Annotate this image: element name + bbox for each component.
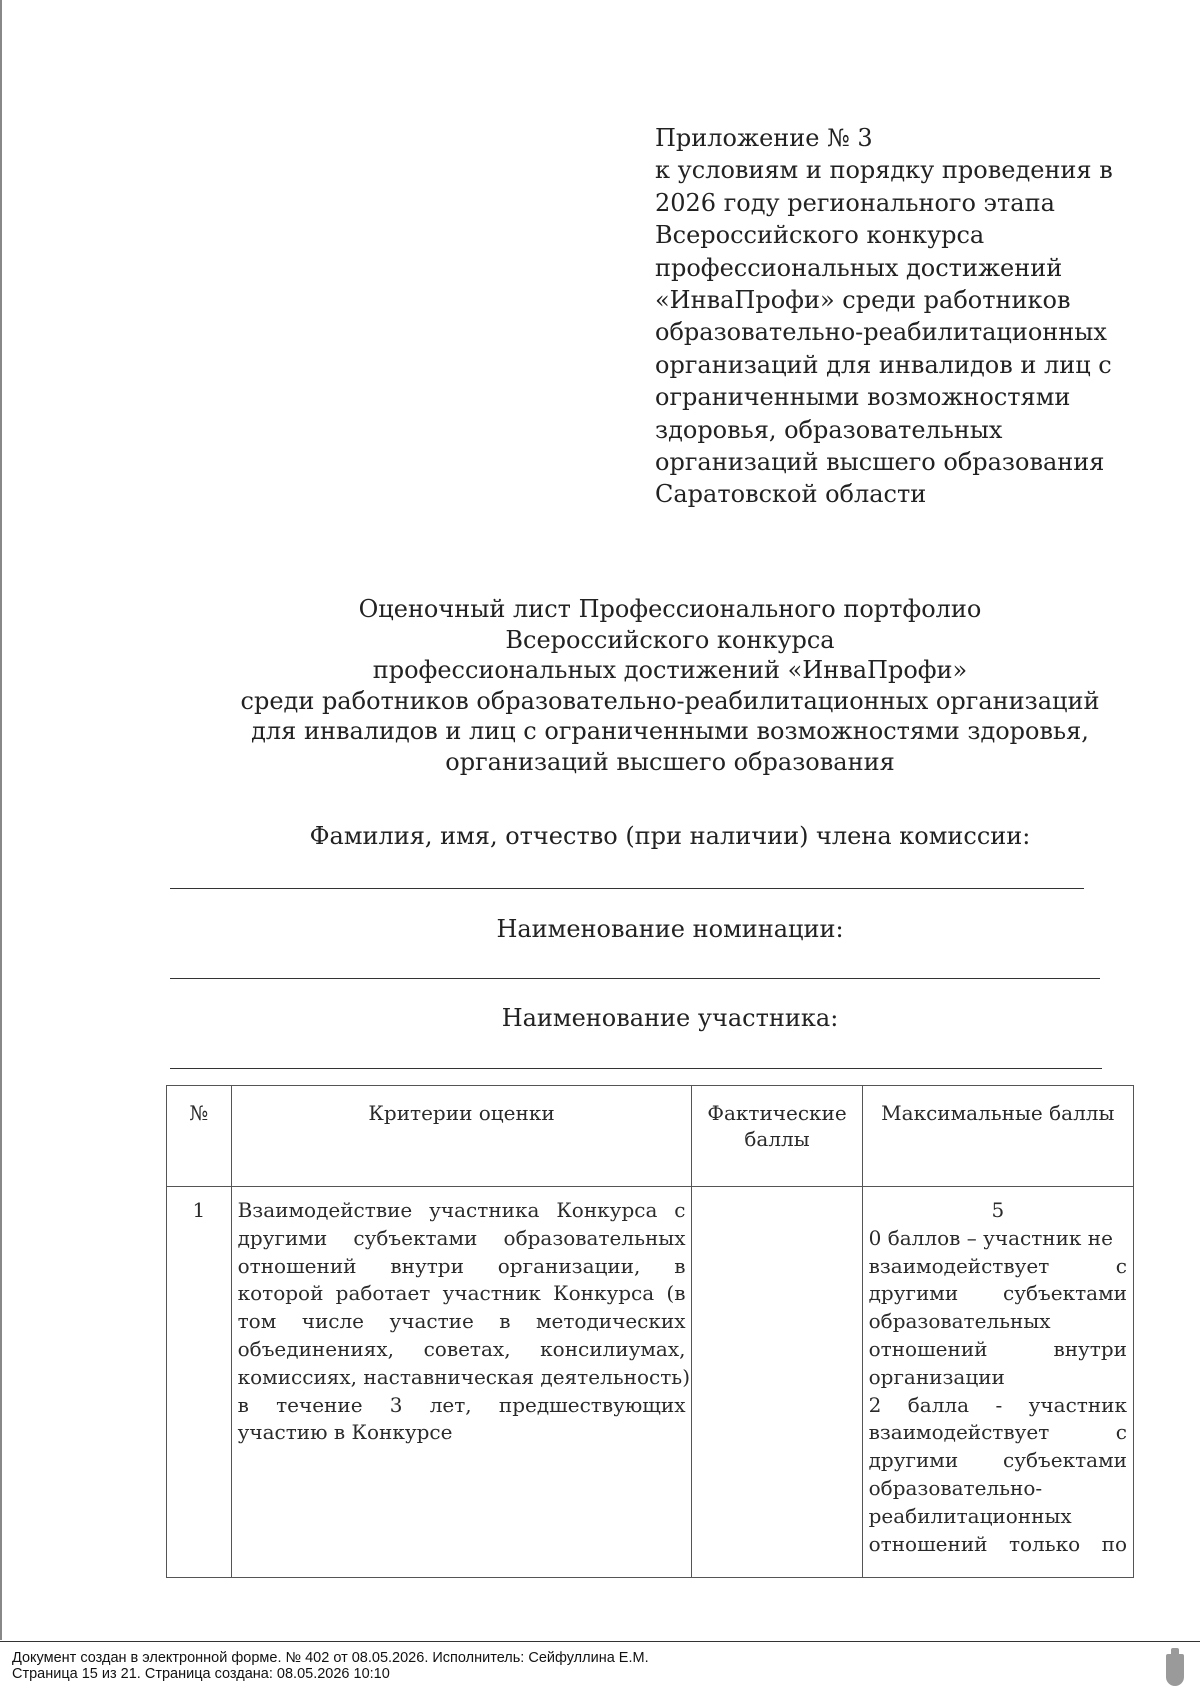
commission-member-label: Фамилия, имя, отчество (при наличии) члена комиссии: (309, 822, 1031, 850)
appendix-line: «ИнваПрофи» среди работников (655, 286, 1071, 315)
max-description-line: реабилитационных (868, 1503, 1072, 1528)
title-line: организаций высшего образования (445, 747, 895, 776)
criteria-line: участию в Конкурсе (237, 1420, 453, 1445)
max-description-line: отношений только по (868, 1531, 1127, 1556)
header-actual-line: Фактические (707, 1101, 847, 1125)
title-line: профессиональных достижений «ИнваПрофи» (372, 656, 968, 684)
appendix-line: профессиональных достижений (655, 253, 1063, 282)
appendix-line: Саратовской области (655, 480, 927, 509)
max-points-value: 5 (991, 1198, 1005, 1222)
header-number: № (167, 1086, 232, 1187)
appendix-heading (655, 122, 1125, 511)
appendix-line: ограниченными возможностями (655, 383, 1071, 412)
criteria-line: комиссиях, наставническая деятельность) (237, 1364, 690, 1389)
header-actual-line: баллы (744, 1127, 810, 1151)
appendix-line: Приложение № 3 (655, 124, 873, 152)
appendix-line: организаций высшего образования (655, 448, 1105, 477)
document-footer (0, 1641, 1200, 1699)
title-line: для инвалидов и лиц с ограниченными возможностями здоровья, (251, 717, 1089, 745)
participant-label: Наименование участника: (501, 1004, 839, 1032)
page-edge (0, 0, 2, 1640)
criteria-line: объединениях, советах, консилиумах, (237, 1336, 686, 1361)
max-description-line: взаимодействует с (868, 1253, 1127, 1278)
appendix-line: к условиям и порядку проведения в (655, 156, 1113, 185)
footer-page-info: Страница 15 из 21. Страница создана: 08.05.2026 10:10 (12, 1666, 390, 1682)
criteria-line: другими субъектами образовательных (237, 1225, 686, 1250)
nomination-label: Наименование номинации: (496, 915, 844, 943)
document-title (150, 594, 1190, 777)
title-line: Оценочный лист Профессионального портфолио (358, 595, 982, 623)
table-header-row (167, 1086, 1134, 1187)
coat-of-arms-icon (1166, 1654, 1184, 1686)
row-criteria (231, 1187, 692, 1578)
participant-line (170, 1068, 1102, 1069)
title-line: Всероссийского конкурса (505, 625, 835, 654)
max-description-line: организации (868, 1364, 1005, 1389)
row-actual-points[interactable] (692, 1187, 862, 1578)
max-description-line: образовательно- (868, 1475, 1043, 1500)
max-description-line: отношений внутри (868, 1336, 1127, 1361)
appendix-line: образовательно-реабилитационных (655, 318, 1107, 347)
table-row (167, 1187, 1134, 1578)
evaluation-table (166, 1085, 1134, 1578)
appendix-line: здоровья, образовательных (655, 415, 1003, 444)
appendix-line: 2026 году регионального этапа (655, 188, 1055, 217)
max-description-line: другими субъектами (868, 1448, 1127, 1473)
max-description-line: взаимодействует с (868, 1420, 1127, 1445)
header-actual-points (692, 1086, 862, 1187)
row-number: 1 (167, 1187, 232, 1578)
nomination-line (170, 978, 1100, 979)
row-max-points (862, 1187, 1133, 1578)
commission-member-line (170, 888, 1084, 889)
criteria-line: отношений внутри организации, в (237, 1253, 686, 1278)
header-criteria: Критерии оценки (231, 1086, 692, 1187)
max-description-line: образовательных (868, 1309, 1051, 1334)
footer-document-info: Документ создан в электронной форме. № 402 от 08.05.2026. Исполнитель: Сейфуллина Е.М. (12, 1650, 649, 1666)
appendix-line: организаций для инвалидов и лиц с (655, 350, 1112, 379)
title-line: среди работников образовательно-реабилитационных организаций (240, 686, 1100, 715)
criteria-line: Взаимодействие участника Конкурса с (237, 1198, 686, 1222)
criteria-line: которой работает участник Конкурса (в (237, 1281, 686, 1306)
max-description-line: другими субъектами (868, 1281, 1127, 1306)
max-description-line: 0 баллов – участник не (868, 1225, 1113, 1250)
max-description-line: 2 балла - участник (868, 1392, 1127, 1417)
appendix-line: Всероссийского конкурса (655, 221, 985, 250)
header-max-points: Максимальные баллы (862, 1086, 1133, 1187)
criteria-line: в течение 3 лет, предшествующих (237, 1392, 686, 1417)
criteria-line: том числе участие в методических (237, 1309, 686, 1334)
